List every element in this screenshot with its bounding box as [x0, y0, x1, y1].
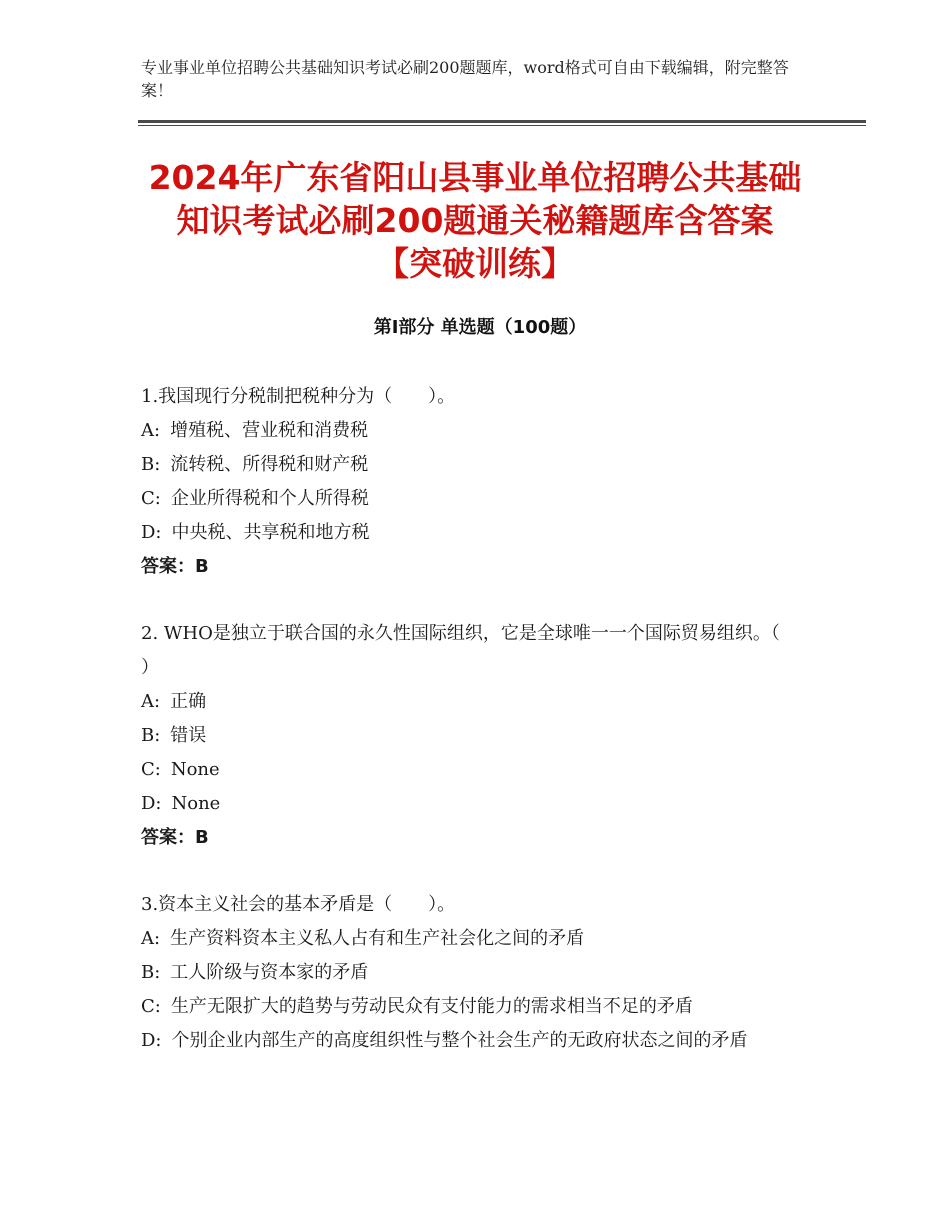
title-line: 2024年广东省阳山县事业单位招聘公共基础: [148, 158, 802, 197]
option-text: 企业所得税和个人所得税: [170, 488, 369, 509]
header-divider-thin: [138, 125, 866, 126]
option-text: 生产无限扩大的趋势与劳动民众有支付能力的需求相当不足的矛盾: [170, 996, 693, 1017]
option-text: 个别企业内部生产的高度组织性与整个社会生产的无政府状态之间的矛盾: [171, 1030, 748, 1051]
option-letter: B:: [141, 962, 161, 983]
answer-key: 答案：B: [141, 556, 209, 577]
option-d: [141, 516, 811, 550]
option-a: [141, 685, 811, 719]
option-letter: C:: [141, 996, 161, 1017]
option-letter: A:: [141, 420, 161, 441]
option-letter: C:: [141, 488, 161, 509]
question-2: [141, 617, 811, 855]
header-note: 专业事业单位招聘公共基础知识考试必刷200题题库，word格式可自由下载编辑，附完整答案！: [141, 58, 789, 100]
section-heading: 第Ⅰ部分 单选题（100题）: [373, 317, 587, 338]
option-b: [141, 956, 811, 990]
option-letter: D:: [141, 522, 162, 543]
question-list: [141, 380, 811, 1091]
title-line: 【突破训练】: [376, 244, 574, 283]
option-d: [141, 787, 811, 821]
option-b: [141, 448, 811, 482]
option-a: [141, 922, 811, 956]
option-text: None: [171, 793, 221, 814]
title-line: 知识考试必刷200题通关秘籍题库含答案: [176, 201, 774, 240]
option-text: 增殖税、营业税和消费税: [170, 420, 369, 441]
option-letter: B:: [141, 725, 161, 746]
option-letter: D:: [141, 1030, 162, 1051]
question-stem: 2. WHO是独立于联合国的永久性国际组织，它是全球唯一一个国际贸易组织。（ ）: [141, 623, 804, 678]
header-divider-thick: [138, 120, 866, 123]
option-d: [141, 1024, 811, 1058]
option-a: [141, 414, 811, 448]
question-stem: 1.我国现行分税制把税种分为（ ）。: [141, 386, 456, 407]
option-text: 错误: [170, 725, 207, 746]
question-stem: 3.资本主义社会的基本矛盾是（ ）。: [141, 894, 456, 915]
option-letter: A:: [141, 928, 161, 949]
option-text: 生产资料资本主义私人占有和生产社会化之间的矛盾: [170, 928, 585, 949]
option-letter: A:: [141, 691, 161, 712]
question-3: [141, 888, 811, 1058]
option-text: 流转税、所得税和财产税: [170, 454, 369, 475]
option-text: 工人阶级与资本家的矛盾: [170, 962, 369, 983]
option-letter: B:: [141, 454, 161, 475]
answer-key: 答案：B: [141, 827, 209, 848]
option-c: [141, 990, 811, 1024]
option-text: 中央税、共享税和地方税: [171, 522, 370, 543]
option-b: [141, 719, 811, 753]
document-title: [100, 156, 850, 285]
option-text: None: [170, 759, 220, 780]
option-c: [141, 753, 811, 787]
option-letter: D:: [141, 793, 162, 814]
option-c: [141, 482, 811, 516]
option-letter: C:: [141, 759, 161, 780]
question-1: [141, 380, 811, 584]
option-text: 正确: [170, 691, 207, 712]
